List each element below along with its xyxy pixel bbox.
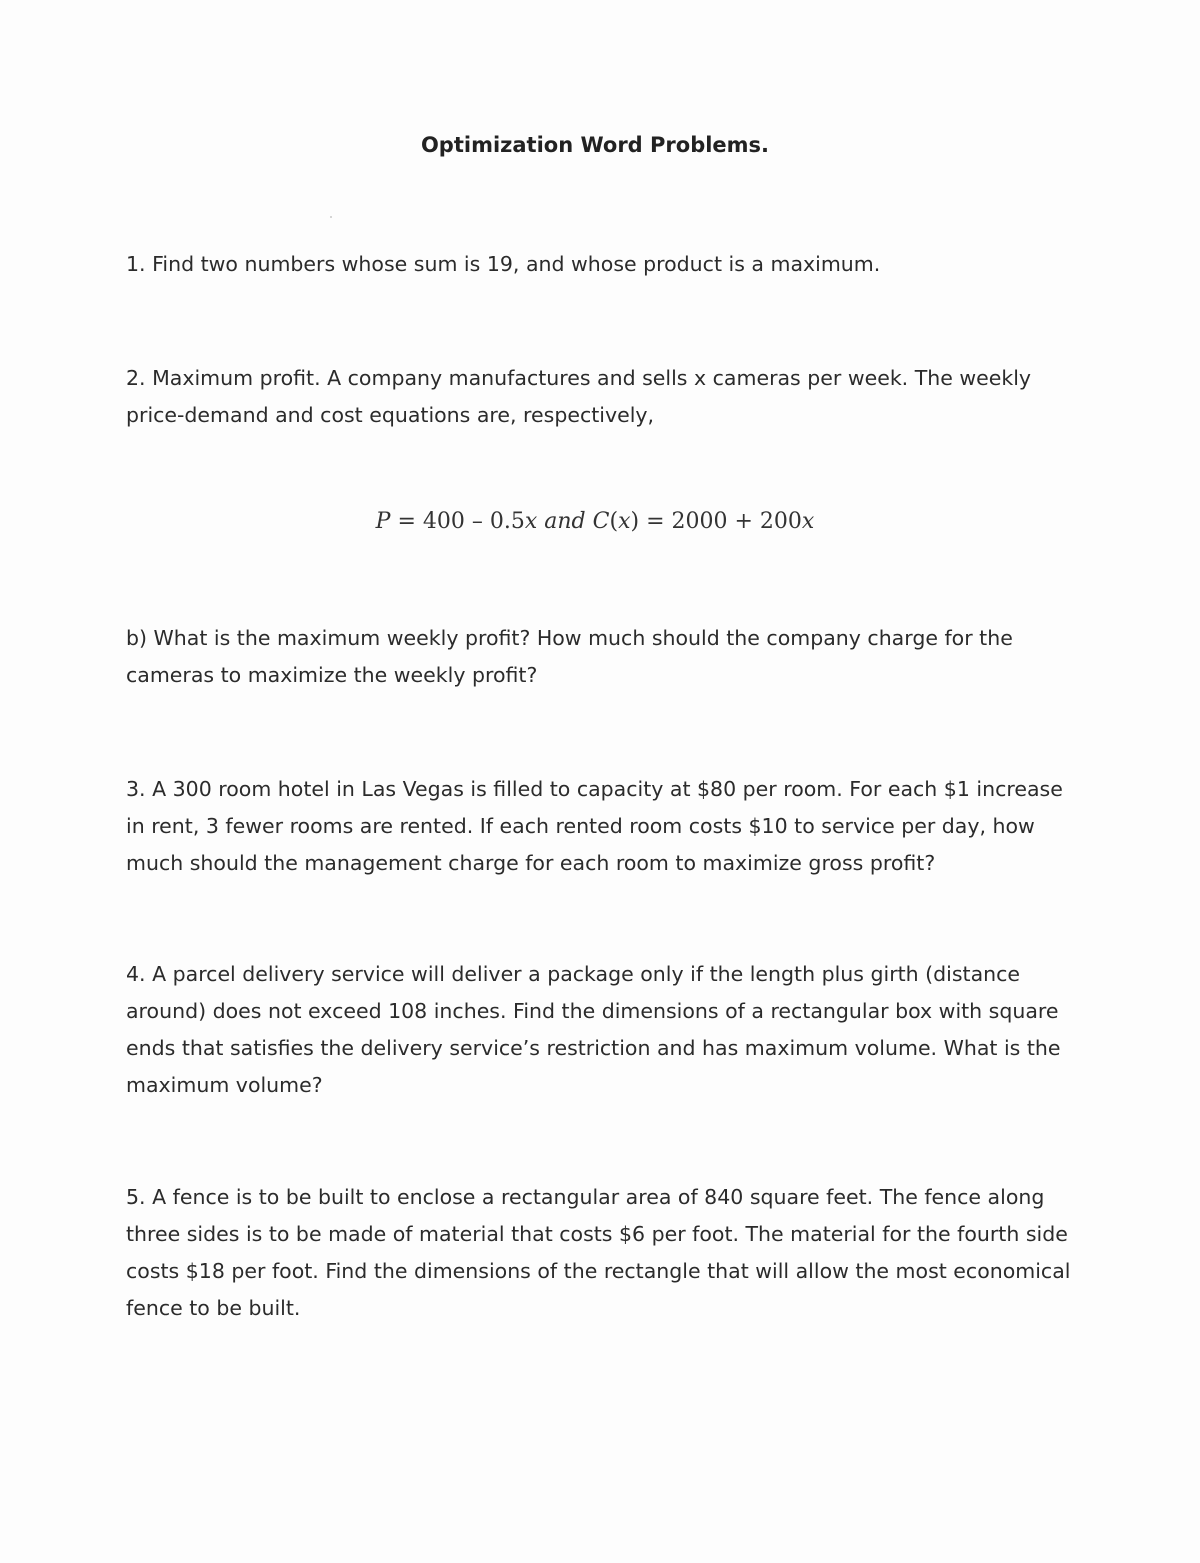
equation-x-3: x <box>801 509 815 534</box>
page-title: Optimization Word Problems. <box>420 133 770 157</box>
equation-equals-1: = <box>390 509 423 534</box>
equation-paren-close: ) <box>630 509 640 534</box>
scan-speck <box>330 216 332 218</box>
equation-paren-open: ( <box>609 509 619 534</box>
problem-2b: b) What is the maximum weekly profit? How much should the company charge for the cameras to maximize the weekly profit? <box>126 626 1013 687</box>
equation-price-expr: 400 – 0.5 <box>422 509 525 534</box>
equation-x-1: x <box>524 509 538 534</box>
problem-5: 5. A fence is to be built to enclose a rectangular area of 840 square feet. The fence along three sides is to be made of material that costs $6 per foot. The material for the fourth side costs $18 per foot. Find the dimensions of the rectangle that will allow the most economical fence to be built. <box>126 1185 1071 1320</box>
problem-1: 1. Find two numbers whose sum is 19, and whose product is a maximum. <box>126 252 881 276</box>
problem-3: 3. A 300 room hotel in Las Vegas is filled to capacity at $80 per room. For each $1 increase in rent, 3 fewer rooms are rented. If each rented room costs $10 to service per day, how much should the management charge for each room to maximize gross profit? <box>126 777 1063 875</box>
equation-price-var: P <box>375 509 391 534</box>
equation-x-2: x <box>618 509 631 534</box>
problem-4: 4. A parcel delivery service will deliver a package only if the length plus girth (distance around) does not exceed 108 inches. Find the dimensions of a rectangular box with square ends that satisfies the delivery service’s restriction and has maximum volume. What is the maximum volume? <box>126 962 1061 1097</box>
problem-2: 2. Maximum profit. A company manufactures and sells x cameras per week. The weekly price-demand and cost equations are, respectively, <box>126 366 1032 427</box>
equation <box>0 509 1190 534</box>
equation-cost-var: C <box>592 509 610 534</box>
equation-cost-expr: 2000 + 200 <box>671 509 802 534</box>
equation-equals-2: = <box>639 509 672 534</box>
equation-and: and <box>537 509 593 534</box>
